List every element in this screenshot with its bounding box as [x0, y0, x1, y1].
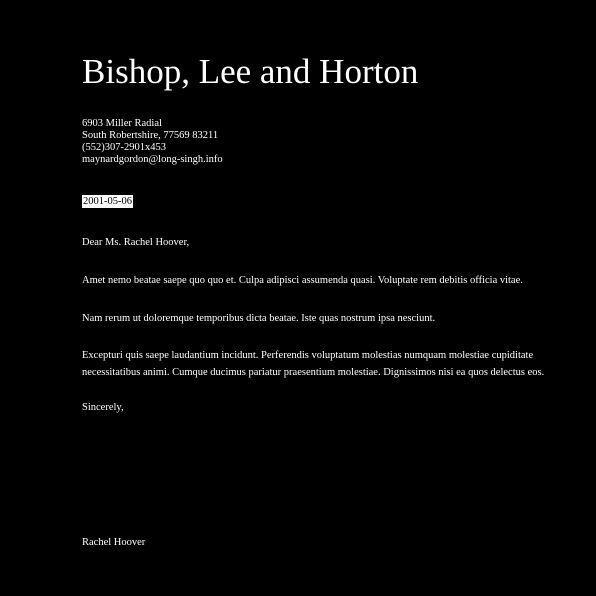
closing: Sincerely,: [82, 402, 124, 413]
body-paragraph-3: Excepturi quis saepe laudantium incidunt. Perferendis voluptatum molestias numquam molestiae cupiditate necessitatibus animi. Cumque ducimus pariatur praesentium molestiae. Dignissimos nisi ea quos delectus eos.: [82, 350, 545, 378]
greeting: Dear Ms. Rachel Hoover,: [82, 237, 190, 248]
address-phone: (552)307-2901x453: [82, 142, 166, 153]
address-city-line: South Robertshire, 77569 83211: [82, 130, 219, 141]
letter-date: 2001-05-06: [83, 196, 132, 207]
body-paragraph-1: Amet nemo beatae saepe quo quo et. Culpa adipisci assumenda quasi. Voluptate rem debitis officia vitae.: [82, 275, 523, 286]
address-email: maynardgordon@long-singh.info: [82, 154, 223, 165]
sender-address: [82, 118, 223, 166]
company-name: Bishop, Lee and Horton: [82, 52, 419, 91]
signature-name: Rachel Hoover: [82, 537, 146, 548]
body-paragraph-2: Nam rerum ut doloremque temporibus dicta beatae. Iste quas nostrum ipsa nesciunt.: [82, 313, 436, 324]
address-street: 6903 Miller Radial: [82, 118, 162, 129]
